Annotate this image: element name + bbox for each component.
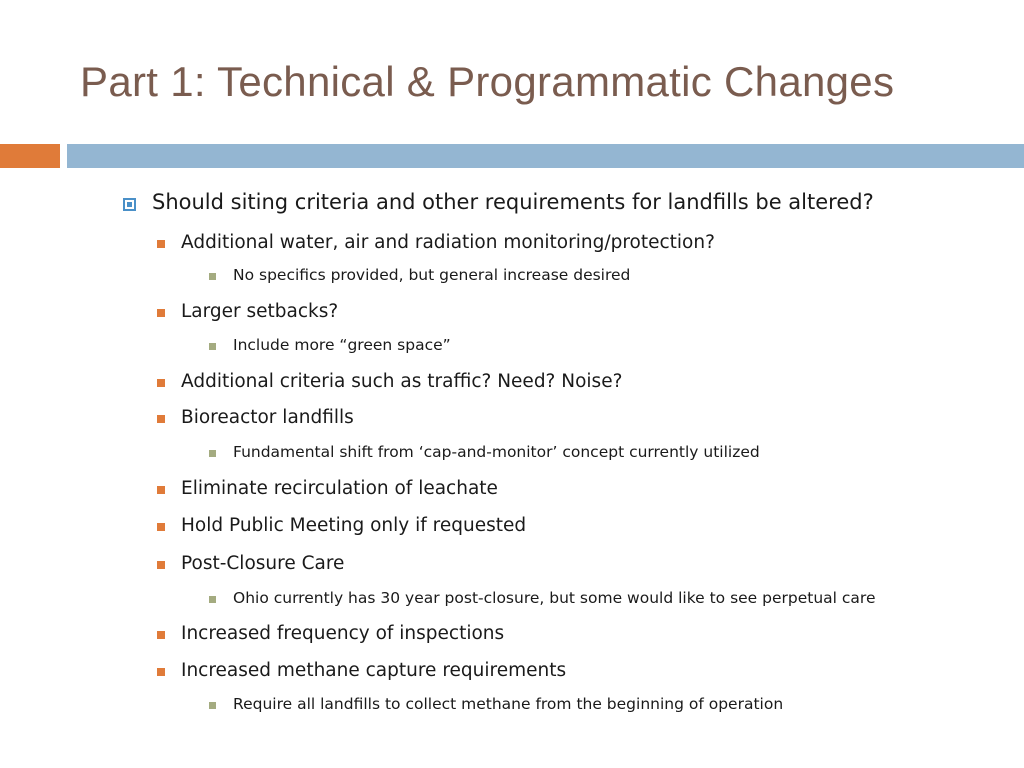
bullet-item-level3: Fundamental shift from ‘cap-and-monitor’ concept currently utilized (233, 443, 760, 461)
square-bullet-icon (157, 668, 165, 676)
bullet-item-level2: Increased methane capture requirements (181, 660, 567, 681)
square-bullet-icon (157, 561, 165, 569)
bullet-item-level2: Post-Closure Care (181, 553, 345, 574)
bullet-item-level2: Additional water, air and radiation monitoring/protection? (181, 232, 715, 253)
bullet-item-level2: Larger setbacks? (181, 301, 339, 322)
bullet-item-level1: Should siting criteria and other requirements for landfills be altered? (152, 190, 874, 214)
square-bullet-icon (157, 523, 165, 531)
square-bullet-icon (209, 702, 216, 709)
square-bullet-icon (157, 415, 165, 423)
bullet-item-level2: Additional criteria such as traffic? Need? Noise? (181, 371, 623, 392)
slide-title: Part 1: Technical & Programmatic Changes (80, 58, 895, 105)
bullet-item-level3: Include more “green space” (233, 336, 451, 354)
bullet-item-level3: Ohio currently has 30 year post-closure, but some would like to see perpetual care (233, 589, 876, 607)
bullet-item-level2: Increased frequency of inspections (181, 623, 505, 644)
square-bullet-icon (209, 596, 216, 603)
bullet-item-level3: No specifics provided, but general increase desired (233, 266, 631, 284)
square-bullet-icon (209, 450, 216, 457)
bullet-item-level2: Hold Public Meeting only if requested (181, 515, 527, 536)
square-bullet-icon (209, 273, 216, 280)
square-bullet-icon (157, 240, 165, 248)
square-bullet-icon (209, 343, 216, 350)
bullet-item-level3: Require all landfills to collect methane from the beginning of operation (233, 695, 784, 713)
square-bullet-icon (157, 486, 165, 494)
square-bullet-icon (157, 631, 165, 639)
bullet-item-level2: Eliminate recirculation of leachate (181, 478, 498, 499)
square-bullet-icon (157, 309, 165, 317)
bullet-item-level2: Bioreactor landfills (181, 407, 354, 428)
square-bullet-icon (123, 198, 136, 211)
square-bullet-icon (157, 379, 165, 387)
